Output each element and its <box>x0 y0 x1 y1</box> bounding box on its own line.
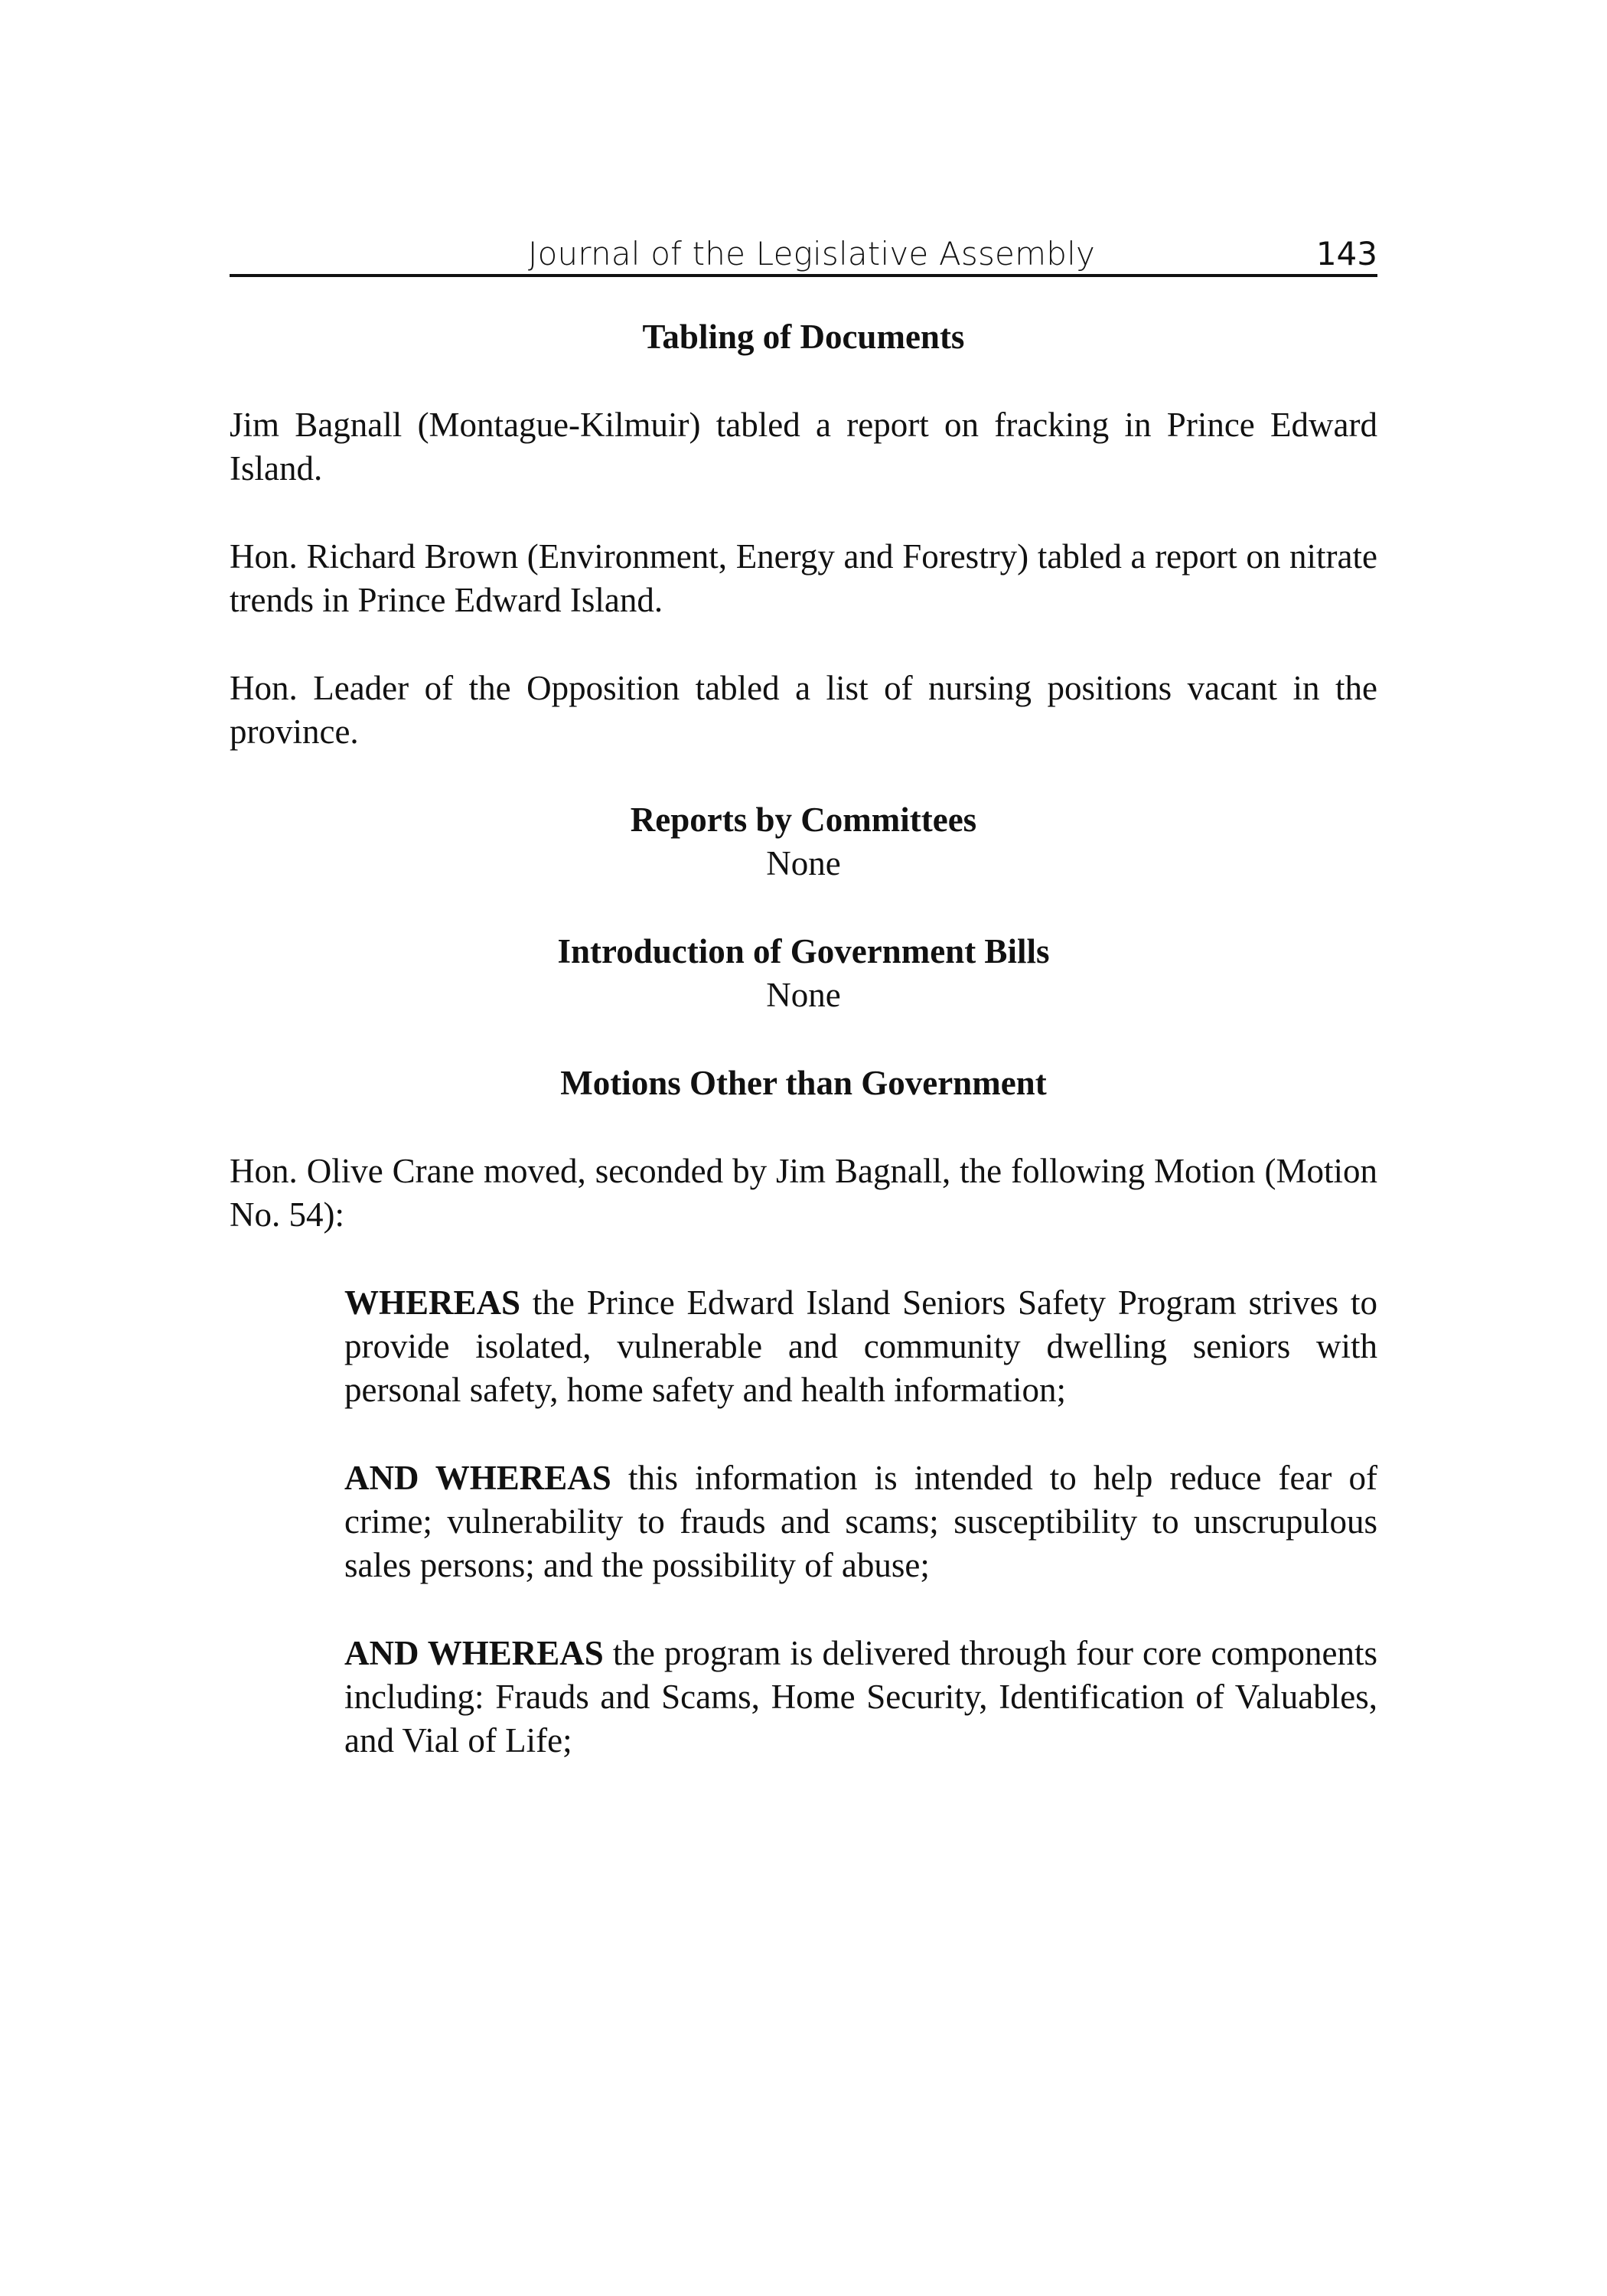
government-bills-note: None <box>766 976 841 1014</box>
motion-clause-3 <box>344 1632 1377 1763</box>
motion-intro: Hon. Olive Crane moved, seconded by Jim Bagnall, the following Motion (Motion No. 54): <box>230 1152 1377 1234</box>
tabling-paragraph-3: Hon. Leader of the Opposition tabled a list of nursing positions vacant in the province. <box>230 669 1377 751</box>
page-number: 143 <box>1315 235 1377 272</box>
clause-text: the Prince Edward Island Seniors Safety Program strives to provide isolated, vulnerable and community dwelling seniors with personal safety, home safety and health information; <box>344 1283 1377 1409</box>
clause-keyword: WHEREAS <box>344 1283 521 1322</box>
motion-clause-2 <box>344 1456 1377 1587</box>
section-heading-tabling: Tabling of Documents <box>642 318 965 356</box>
motion-clause-1 <box>344 1281 1377 1412</box>
clause-text: this information is intended to help reduce fear of crime; vulnerability to frauds and scams; susceptibility to unscrupulous sales persons; and the possibility of abuse; <box>344 1459 1377 1584</box>
clause-keyword: AND WHEREAS <box>344 1459 611 1497</box>
tabling-paragraph-2: Hon. Richard Brown (Environment, Energy and Forestry) tabled a report on nitrate trends in Prince Edward Island. <box>230 537 1377 619</box>
section-heading-reports: Reports by Committees <box>630 801 977 839</box>
section-heading-government-bills: Introduction of Government Bills <box>557 932 1050 970</box>
section-heading-motions: Motions Other than Government <box>560 1064 1047 1102</box>
clause-keyword: AND WHEREAS <box>344 1634 604 1672</box>
running-title: Journal of the Legislative Assembly <box>528 235 1095 272</box>
clause-text: the program is delivered through four core components including: Frauds and Scams, Home Security, Identification of Valuables, and Vial of Life; <box>344 1634 1377 1760</box>
tabling-paragraph-1: Jim Bagnall (Montague-Kilmuir) tabled a report on fracking in Prince Edward Island. <box>230 406 1377 488</box>
document-page <box>230 230 1377 1763</box>
reports-note: None <box>766 844 841 882</box>
running-header <box>230 230 1377 277</box>
